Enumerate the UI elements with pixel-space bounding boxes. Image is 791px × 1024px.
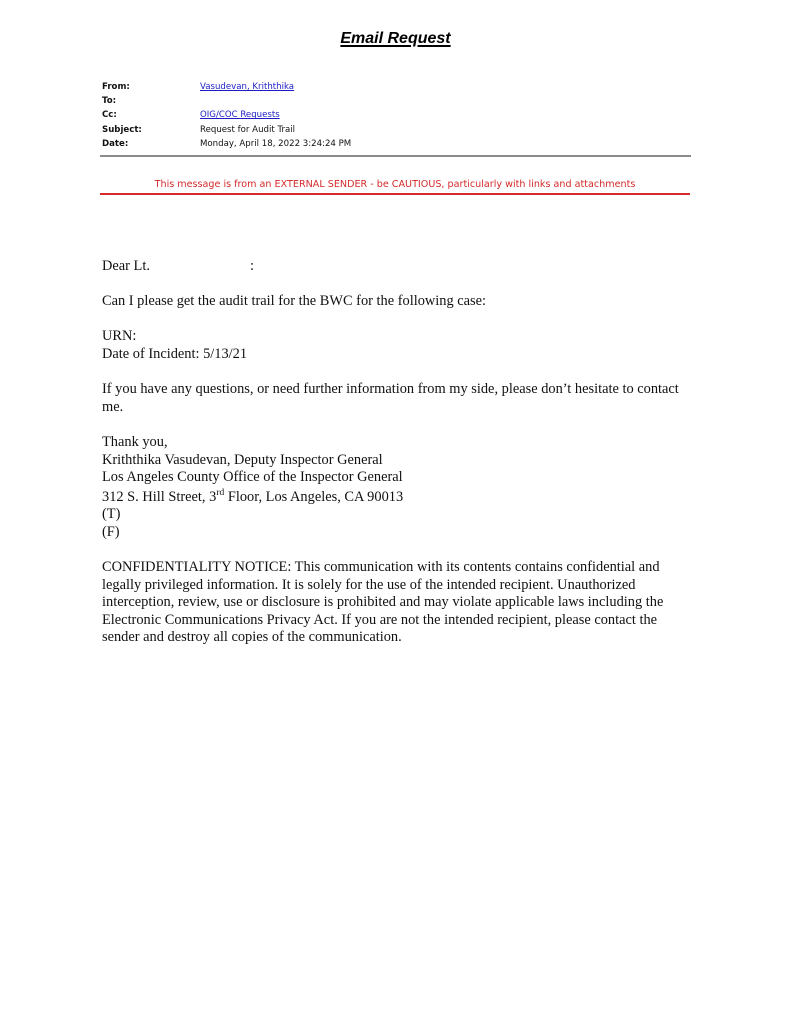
- header-cc-row: [102, 108, 351, 122]
- document-title: Email Request: [340, 30, 451, 47]
- header-divider: [100, 155, 691, 157]
- email-header: [102, 80, 351, 151]
- subject-label: Subject:: [102, 124, 142, 135]
- urn-label: URN:: [102, 328, 137, 345]
- cc-label: Cc:: [102, 110, 117, 121]
- header-date-row: [102, 137, 351, 151]
- header-subject-row: [102, 123, 351, 137]
- cc-link[interactable]: OIG/COC Requests: [200, 110, 280, 121]
- signature-name: Kriththika Vasudevan, Deputy Inspector General: [102, 451, 383, 468]
- incident-date: Date of Incident: 5/13/21: [102, 345, 248, 362]
- questions-text: If you have any questions, or need further information from my side, please don’t hesitate to contact me.: [102, 381, 679, 415]
- signature-address: 312 S. Hill Street, 3rd Floor, Los Angeles, CA 90013: [102, 487, 404, 505]
- greeting: Dear Lt. :: [102, 258, 254, 274]
- header-to-row: [102, 94, 351, 108]
- signature-block: [102, 434, 702, 542]
- email-body: [102, 258, 702, 665]
- fax-label: (F): [102, 523, 120, 540]
- signature-office: Los Angeles County Office of the Inspector General: [102, 469, 403, 486]
- date-label: Date:: [102, 138, 129, 149]
- date-value: Monday, April 18, 2022 3:24:24 PM: [200, 138, 352, 149]
- closing: Thank you,: [102, 433, 168, 450]
- subject-value: Request for Audit Trail: [200, 124, 296, 135]
- external-sender-warning: This message is from an EXTERNAL SENDER - be CAUTIOUS, particularly with links and attachments: [154, 179, 636, 190]
- confidentiality-notice: CONFIDENTIALITY NOTICE: This communication with its contents contains confidential and legally privileged information. It is solely for the use of the intended recipient. Unauthorized interception, review, use or disclosure is prohibited and may violate applicable laws including the Electronic Communications Privacy Act. If you are not the intended recipient, please contact the sender and destroy all copies of the communication.: [102, 559, 664, 646]
- from-link[interactable]: Vasudevan, Kriththika: [200, 82, 295, 92]
- request-text: Can I please get the audit trail for the BWC for the following case:: [102, 293, 487, 310]
- header-from-row: [102, 80, 351, 94]
- warning-divider: [100, 193, 690, 195]
- case-details: [102, 328, 702, 363]
- to-label: To:: [102, 96, 117, 107]
- phone-label: (T): [102, 506, 121, 523]
- from-label: From:: [102, 82, 130, 92]
